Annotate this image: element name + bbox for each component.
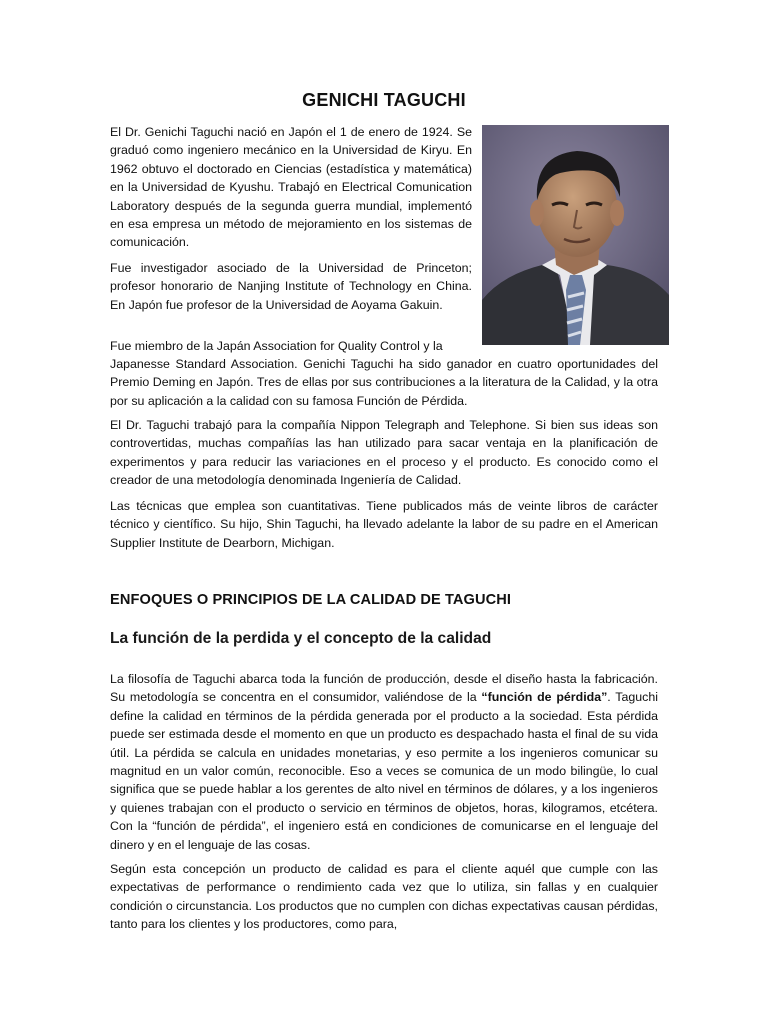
page-title: GENICHI TAGUCHI — [302, 90, 466, 110]
portrait-photo — [482, 125, 669, 345]
body-paragraph-1 — [110, 670, 658, 854]
portrait-photo-icon — [482, 125, 669, 345]
subsection-heading: La función de la perdida y el concepto de la calidad — [110, 630, 492, 647]
body-paragraph-1-start: La filosofía de Taguchi abarca toda la función de producción, desde el diseño hasta la fabricación. Su metodología se concentra en el consumidor, valiéndose de la — [110, 672, 658, 705]
section-heading: ENFOQUES O PRINCIPIOS DE LA CALIDAD DE TAGUCHI — [110, 592, 512, 608]
bio-paragraph-2: Fue investigador asociado de la Universidad de Princeton; profesor honorario de Nanjing Institute of Technology en China. En Japón fue profesor de la Universidad de Aoyama Gakuin. — [110, 261, 472, 312]
loss-function-term: “función de pérdida” — [481, 690, 608, 705]
bio-paragraph-3-first-line: Fue miembro de la Japán Association for Quality Control y la — [110, 339, 443, 353]
bio-paragraph-3: Japanesse Standard Association. Genichi Taguchi ha sido ganador en cuatro oportunidades del Premio Deming en Japón. Tres de ellas por sus contribuciones a la literatura de la Calidad, y la otra por su aplicación a la calidad con su famosa Función de Pérdida. — [110, 357, 658, 408]
bio-paragraph-5: Las técnicas que emplea son cuantitativas. Tiene publicados más de veinte libros de carácter técnico y científico. Su hijo, Shin Taguchi, ha llevado adelante la labor de su padre en el American Supplier Institute de Dearborn, Michigan. — [110, 499, 658, 550]
bio-paragraph-4: El Dr. Taguchi trabajó para la compañía Nippon Telegraph and Telephone. Si bien sus ideas son controvertidas, muchas compañías las han utilizado para sacar ventaja en la planificación de experimentos y para reducir las variaciones en el proceso y el producto. Es conocido como el creador de una metodología denominada Ingeniería de Calidad. — [110, 418, 658, 488]
body-paragraph-2: Según esta concepción un producto de calidad es para el cliente aquél que cumple con las expectativas de performance o rendimiento cada vez que lo utiliza, sin fallas y en cualquier condición o circunstancia. Los productos que no cumplen con dichas expectativas causan pérdidas, tanto para los clientes y los productores, como para, — [110, 862, 658, 932]
bio-paragraph-1: El Dr. Genichi Taguchi nació en Japón el 1 de enero de 1924. Se graduó como ingeniero mecánico en la Universidad de Kiryu. En 1962 obtuvo el doctorado en Ciencias (estadística y matemática) en la Universidad de Kyushu. Trabajó en Electrical Comunication Laboratory después de la segunda guerra mundial, implementó en esa empresa un método de mejoramiento en los sistemas de comunicación. — [110, 125, 472, 250]
body-paragraph-1-end: . Taguchi define la calidad en términos de la pérdida generada por el producto a la sociedad. Esta pérdida puede ser estimada desde el momento en que un producto es despachado hasta el final de su vida útil. La pérdida se calcula en unidades monetarias, y eso permite a los ingenieros comunicar su magnitud en un valor común, reconocible. Eso a veces se comunica de un modo bilingüe, lo cual significa que se puede hablar a los gerentes de alto nivel en términos de dólares, y a los ingenieros y quienes trabajan con el producto o servicio en términos de objetos, horas, kilogramos, etcétera. Con la “función de pérdida”, el ingeniero está en condiciones de comunicarse en el lenguaje del dinero y en el lenguaje de las cosas. — [110, 690, 658, 852]
